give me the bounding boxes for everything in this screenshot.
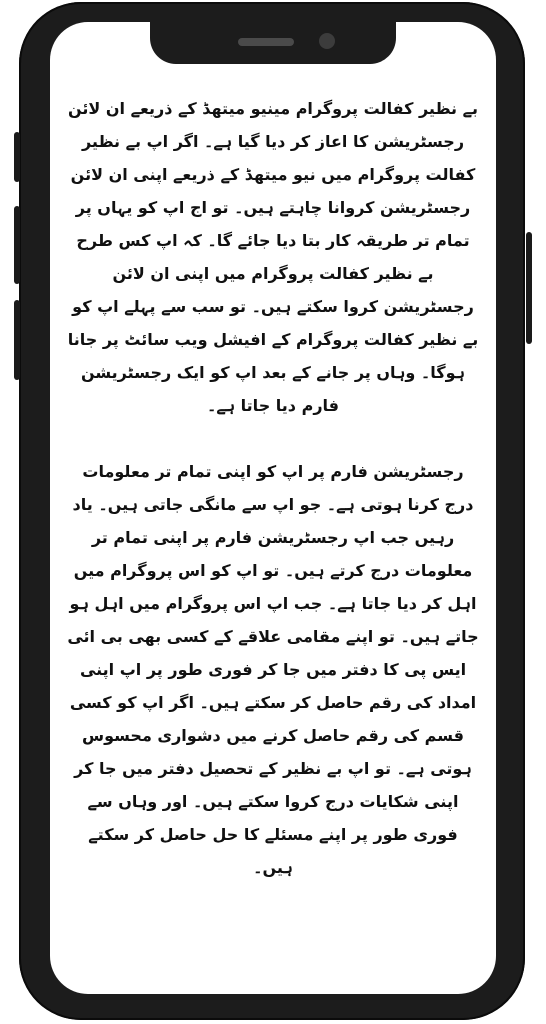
- volume-up-button: [14, 206, 20, 284]
- article-paragraph-1: بے نظیر کفالت پروگرام مینیو میتھڈ کے ذریعے ان لائن رجسٹریشن کا اعاز کر دیا گیا ہے۔ اگر اپ بے نظیر کفالت پروگرام میں نیو میتھڈ کے ذریعے اپنی ان لائن رجسٹریشن کروانا چاہتے ہیں۔ تو اج اپ کو یہاں پر تمام تر طریقہ کار بتا دیا جائے گا۔ کہ اپ کس طرح بے نظیر کفالت پروگرام میں اپنی ان لائن رجسٹریشن کروا سکتے ہیں۔ تو سب سے پہلے اپ کو بے نظیر کفالت پروگرام کے افیشل ویب سائٹ پر جانا ہوگا۔ وہاں پر جانے کے بعد اپ کو ایک رجسٹریشن فارم دیا جاتا ہے۔: [67, 99, 479, 415]
- volume-down-button: [14, 300, 20, 380]
- front-camera-icon: [319, 33, 335, 49]
- power-button: [526, 232, 532, 344]
- article-paragraph-2: رجسٹریشن فارم پر اپ کو اپنی تمام تر معلومات درج کرنا ہوتی ہے۔ جو اپ سے مانگی جاتی ہیں۔ یاد رہیں جب اپ رجسٹریشن فارم پر اپنی تمام تر معلومات درج کرتے ہیں۔ تو اپ کو اس پروگرام میں اہل کر دیا جاتا ہے۔ جب اپ اس پروگرام میں اہل ہو جاتے ہیں۔ تو اپنے مقامی علاقے کے کسی بھی بی ائی ایس پی کا دفتر میں جا کر فوری طور پر اپ اپنی امداد کی رقم حاصل کر سکتے ہیں۔ اگر اپ کو کسی قسم کی رقم حاصل کرنے میں دشواری محسوس ہوتی ہے۔ تو اپ بے نظیر کے تحصیل دفتر میں جا کر اپنی شکایات درج کروا سکتے ہیں۔ اور وہاں سے فوری طور پر اپنے مسئلے کا حل حاصل کر سکتے ہیں۔: [67, 462, 479, 877]
- mute-switch: [14, 132, 20, 182]
- speaker-grille: [238, 38, 294, 46]
- article-body: [66, 92, 480, 884]
